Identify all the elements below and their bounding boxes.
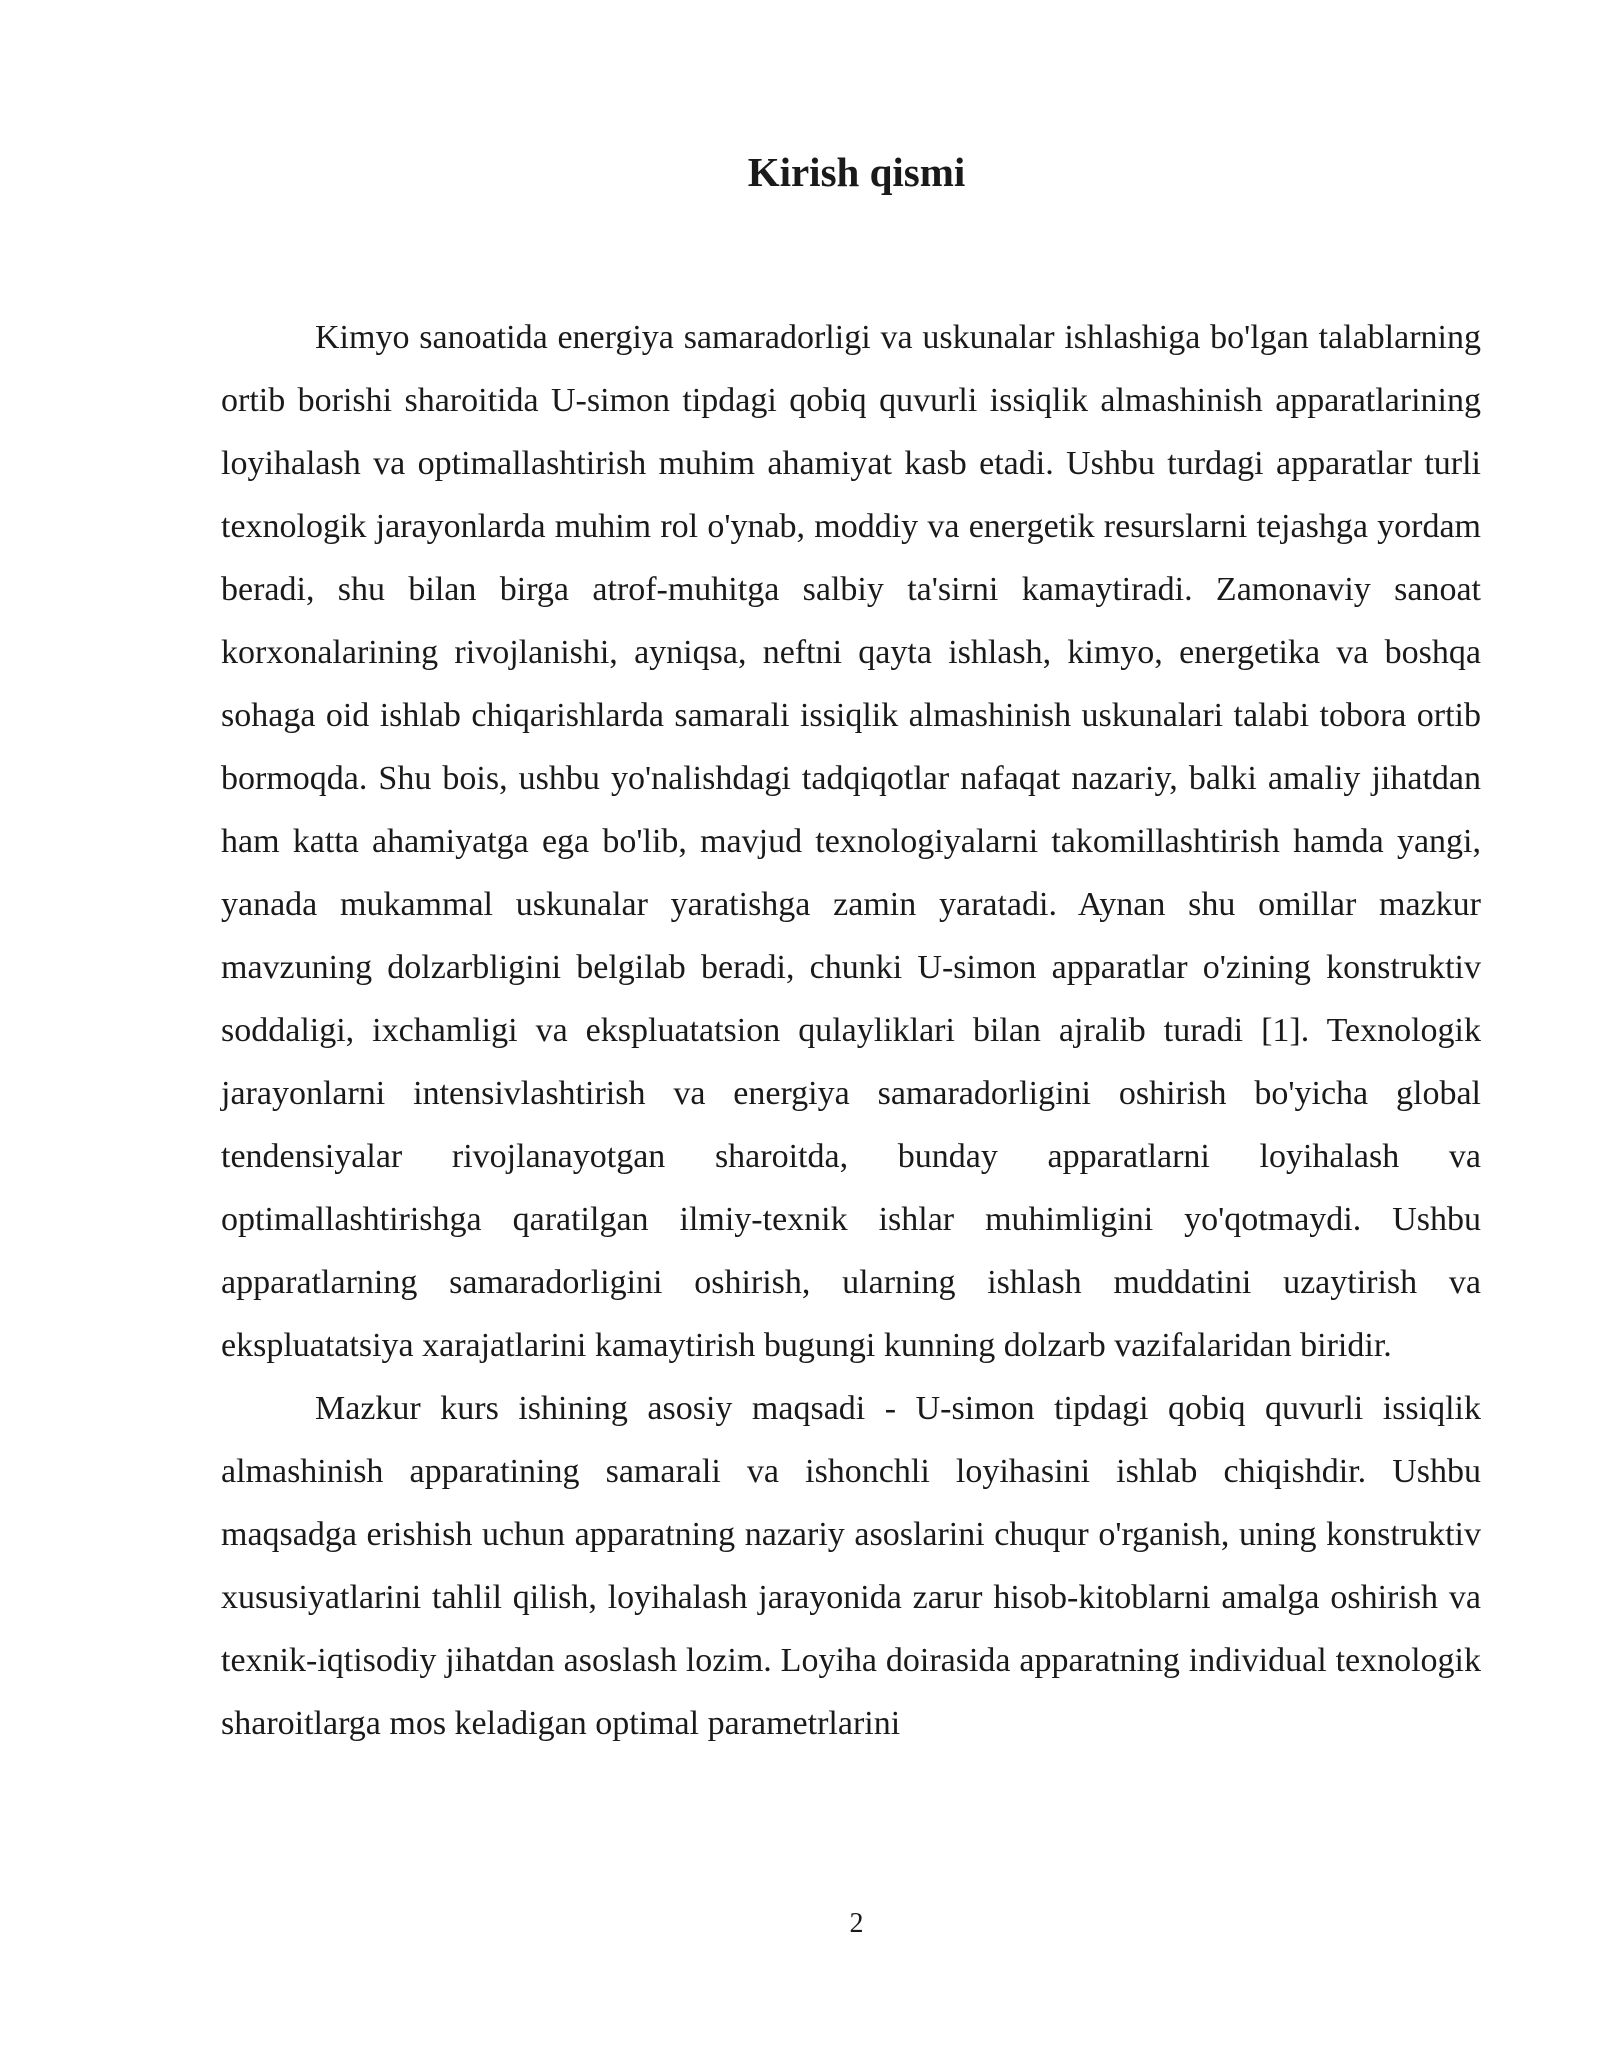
body-text	[221, 306, 1481, 1755]
paragraph-1: Kimyo sanoatida energiya samaradorligi va uskunalar ishlashiga bo'lgan talablarning ortib borishi sharoitida U-simon tipdagi qobiq quvurli issiqlik almashinish apparatlarining loyihalash va optimallashtirish muhim ahamiyat kasb etadi. Ushbu turdagi apparatlar turli texnologik jarayonlarda muhim rol o'ynab, moddiy va energetik resurslarni tejashga yordam beradi, shu bilan birga atrof-muhitga salbiy ta'sirni kamaytiradi. Zamonaviy sanoat korxonalarining rivojlanishi, ayniqsa, neftni qayta ishlash, kimyo, energetika va boshqa sohaga oid ishlab chiqarishlarda samarali issiqlik almashinish uskunalari talabi tobora ortib bormoqda. Shu bois, ushbu yo'nalishdagi tadqiqotlar nafaqat nazariy, balki amaliy jihatdan ham katta ahamiyatga ega bo'lib, mavjud texnologiyalarni takomillashtirish hamda yangi, yanada mukammal uskunalar yaratishga zamin yaratadi. Aynan shu omillar mazkur mavzuning dolzarbligini belgilab beradi, chunki U-simon apparatlar o'zining konstruktiv soddaligi, ixchamligi va ekspluatatsion qulayliklari bilan ajralib turadi [1]. Texnologik jarayonlarni intensivlashtirish va energiya samaradorligini oshirish bo'yicha global tendensiyalar rivojlanayotgan sharoitda, bunday apparatlarni loyihalash va optimallashtirishga qaratilgan ilmiy-texnik ishlar muhimligini yo'qotmaydi. Ushbu apparatlarning samaradorligini oshirish, ularning ishlash muddatini uzaytirish va ekspluatatsiya xarajatlarini kamaytirish bugungi kunning dolzarb vazifalaridan biridir.	[221, 319, 1481, 1364]
section-title: Kirish qismi	[747, 149, 966, 195]
paragraph-2: Mazkur kurs ishining asosiy maqsadi - U-simon tipdagi qobiq quvurli issiqlik almashinish apparatining samarali va ishonchli loyihasini ishlab chiqishdir. Ushbu maqsadga erishish uchun apparatning nazariy asoslarini chuqur o'rganish, uning konstruktiv xususiyatlarini tahlil qilish, loyihalash jarayonida zarur hisob-kitoblarni amalga oshirish va texnik-iqtisodiy jihatdan asoslash lozim. Loyiha doirasida apparatning individual texnologik sharoitlarga mos keladigan optimal parametrlarini	[221, 1390, 1481, 1742]
page-number: 2	[849, 1908, 864, 1939]
